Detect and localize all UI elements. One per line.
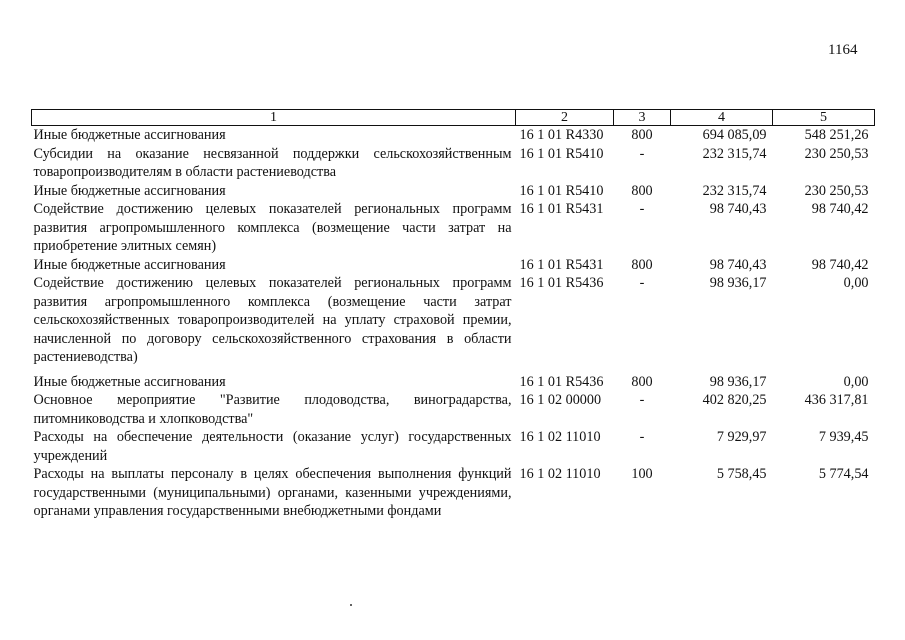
row-code: 16 1 01 R5410 (519, 145, 604, 162)
row-name: Иные бюджетные ассигнования (33, 182, 226, 199)
table-body (32, 126, 875, 521)
row-amount-4: 232 315,74 (702, 145, 767, 162)
row-name: Расходы на выплаты персоналу в целях обеспечения выполнения функций государственными (муниципальными) органами, казенными учреждениями, органами управления государственными внебюджетными фондами (33, 466, 512, 519)
header-col-4: 4 (671, 110, 773, 126)
row-amount-4: 98 936,17 (709, 275, 767, 291)
row-name: Содействие достижению целевых показателей региональных программ развития агропромышленного комплекса (возмещение части затрат на приобретение элитных семян) (33, 201, 512, 254)
table-row (32, 200, 875, 256)
row-name: Иные бюджетные ассигнования (33, 127, 226, 143)
row-amount-5: 230 250,53 (804, 145, 869, 162)
row-kvr: 800 (631, 127, 653, 143)
header-col-1: 1 (32, 110, 516, 126)
row-amount-5: 436 317,81 (804, 392, 869, 408)
row-amount-5: 0,00 (843, 373, 869, 390)
row-code: 16 1 01 R5431 (519, 256, 604, 273)
row-code: 16 1 02 00000 (519, 392, 602, 408)
row-amount-4: 98 936,17 (709, 373, 767, 390)
table-row (32, 274, 875, 367)
row-kvr: 800 (631, 182, 653, 199)
table-row (32, 391, 875, 428)
row-name: Расходы на обеспечение деятельности (оказание услуг) государственных учреждений (33, 429, 512, 464)
header-row (32, 110, 875, 126)
row-name: Основное мероприятие "Развитие плодоводства, виноградарства, питомниководства и хлопководства" (33, 392, 512, 427)
row-kvr: - (639, 201, 645, 217)
row-kvr: - (639, 392, 645, 408)
table-row (32, 367, 875, 392)
row-amount-4: 232 315,74 (702, 182, 767, 199)
row-code: 16 1 01 R4330 (519, 127, 604, 143)
table-row (32, 428, 875, 465)
header-col-5: 5 (773, 110, 875, 126)
row-amount-4: 402 820,25 (702, 392, 767, 408)
row-kvr: - (639, 145, 645, 162)
row-amount-5: 548 251,26 (804, 127, 869, 143)
row-kvr: 800 (631, 256, 653, 273)
row-amount-5: 230 250,53 (804, 182, 869, 199)
budget-table-container (31, 109, 874, 521)
row-amount-5: 98 740,42 (811, 201, 869, 217)
budget-table (31, 109, 875, 521)
row-amount-4: 694 085,09 (702, 127, 767, 143)
row-name: Иные бюджетные ассигнования (33, 256, 226, 273)
row-code: 16 1 02 11010 (519, 429, 601, 445)
row-amount-5: 7 939,45 (818, 429, 869, 445)
row-code: 16 1 01 R5436 (519, 275, 604, 291)
row-code: 16 1 01 R5436 (519, 373, 604, 390)
row-kvr: - (639, 429, 645, 445)
table-row (32, 182, 875, 201)
header-col-2: 2 (516, 110, 614, 126)
row-amount-4: 5 758,45 (716, 466, 767, 482)
row-kvr: 100 (631, 466, 653, 482)
table-row (32, 465, 875, 521)
table-row (32, 256, 875, 275)
row-amount-5: 0,00 (843, 275, 869, 291)
row-amount-4: 98 740,43 (709, 201, 767, 217)
row-code: 16 1 01 R5431 (519, 201, 604, 217)
header-col-3: 3 (614, 110, 671, 126)
table-header (32, 110, 875, 126)
row-kvr: 800 (631, 373, 653, 390)
row-amount-4: 98 740,43 (709, 256, 767, 273)
scan-speck (350, 604, 352, 606)
row-amount-5: 5 774,54 (818, 466, 869, 482)
row-name: Содействие достижению целевых показателей региональных программ развития агропромышленного комплекса (возмещение части затрат сельскохозяйственных товаропроизводителей на уплату страховой премии, начисленной по договору сельскохозяйственного страхования в области растениеводства) (33, 275, 512, 365)
table-row (32, 145, 875, 182)
page-number: 1164 (828, 42, 858, 58)
row-kvr: - (639, 275, 645, 291)
row-code: 16 1 02 11010 (519, 466, 601, 482)
row-code: 16 1 01 R5410 (519, 182, 604, 199)
row-amount-4: 7 929,97 (716, 429, 767, 445)
row-name: Субсидии на оказание несвязанной поддержки сельскохозяйственным товаропроизводителям в области растениеводства (33, 145, 512, 180)
table-row (32, 126, 875, 145)
row-name: Иные бюджетные ассигнования (33, 373, 226, 390)
row-amount-5: 98 740,42 (811, 256, 869, 273)
